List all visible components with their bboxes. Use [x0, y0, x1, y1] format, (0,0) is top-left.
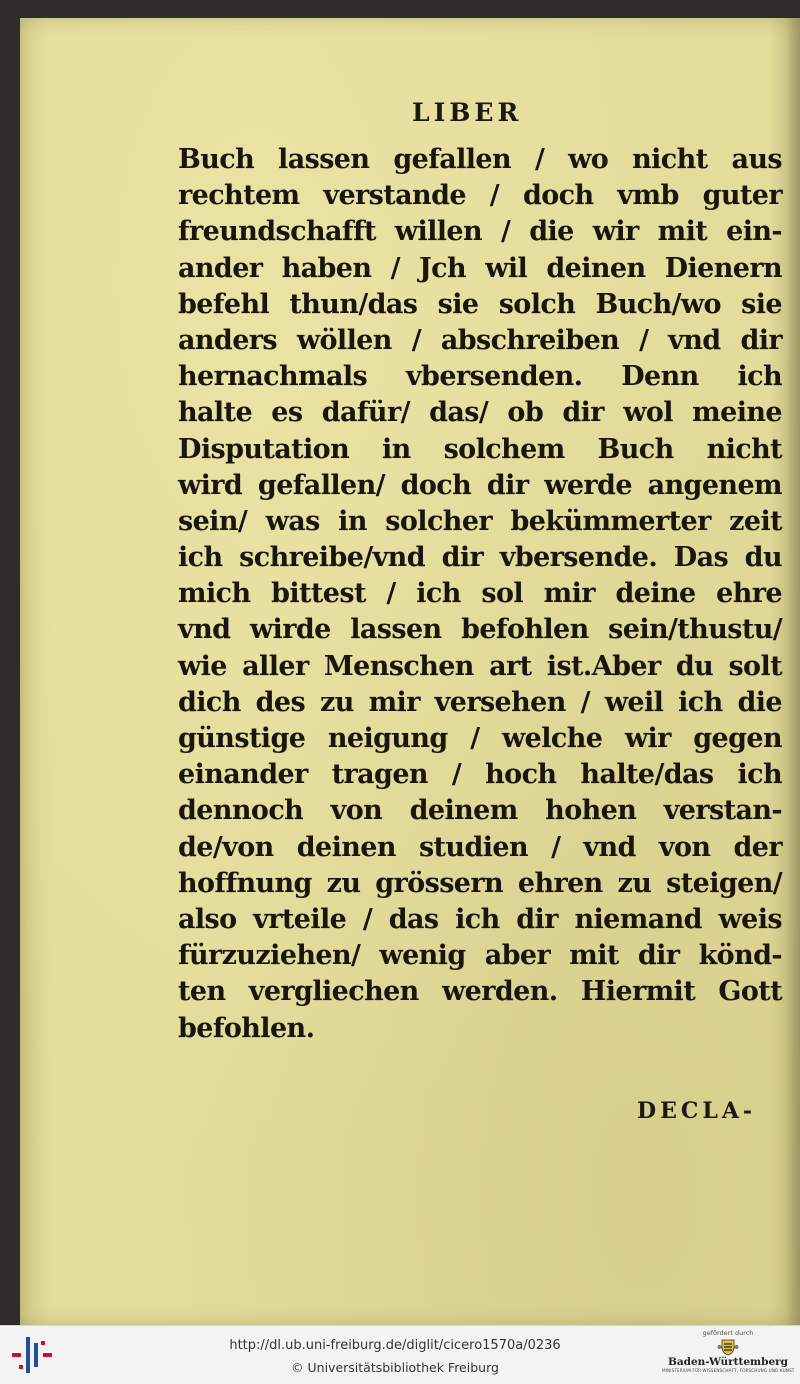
text-line: befehl thun/das sie solch Buch/wo sie — [178, 288, 782, 320]
text-line: de/von deinen studien / vnd von der — [178, 831, 782, 863]
text-line: Disputation in solchem Buch nicht — [178, 433, 782, 465]
funder-name: Baden-Württemberg — [667, 1356, 789, 1368]
text-line: dennoch von deinem hohen verstan- — [178, 795, 782, 827]
book-page — [20, 18, 800, 1325]
text-line: hernachmals vbersenden. Denn ich — [178, 361, 782, 393]
text-line: freundschafft willen / die wir mit ein- — [178, 216, 782, 248]
text-line: einander tragen / hoch halte/das ich — [178, 759, 782, 791]
text-line: mich bittest / ich sol mir deine ehre — [178, 578, 782, 610]
text-line: wie aller Menschen art ist.Aber du solt — [178, 650, 782, 682]
text-line: ten vergliechen werden. Hiermit Gott — [178, 976, 782, 1008]
page-edge-shadow — [786, 18, 800, 1325]
text-line: günstige neigung / welche wir gegen — [178, 723, 782, 754]
text-line: Buch lassen gefallen / wo nicht aus — [178, 144, 782, 175]
text-line: befohlen. — [178, 1012, 315, 1044]
text-line: wird gefallen/ doch dir werde angenem — [178, 469, 782, 501]
permalink-url[interactable]: http://dl.ub.uni-freiburg.de/diglit/cicero1570a/0236 — [229, 1338, 561, 1353]
catchword: DECLA- — [637, 1098, 757, 1124]
text-line: ander haben / Jch wil deinen Dienern — [178, 252, 782, 284]
copyright-notice: © Universitätsbibliothek Freiburg — [291, 1360, 499, 1375]
text-line: fürzuziehen/ wenig aber mit dir könd- — [178, 940, 782, 972]
coat-of-arms-icon — [717, 1338, 739, 1356]
text-line: ich schreibe/vnd dir vbersende. Das du — [178, 542, 782, 574]
text-line: sein/ was in solcher bekümmerter zeit — [178, 505, 782, 537]
funder-label: gefördert durch — [702, 1329, 754, 1337]
funder-ministry: MINISTERIUM FÜR WISSENSCHAFT, FORSCHUNG UND KUNST — [662, 1368, 795, 1373]
text-line: hoffnung zu grössern ehren zu steigen/ — [178, 867, 782, 899]
running-head: LIBER — [412, 98, 523, 127]
text-line: anders wöllen / abschreiben / vnd dir — [178, 324, 782, 356]
text-line: also vrteile / das ich dir niemand weis — [178, 903, 782, 935]
text-line: halte es dafür/ das/ ob dir wol meine — [178, 397, 782, 429]
text-line: vnd wirde lassen befohlen sein/thustu/ — [178, 614, 782, 646]
page-text — [178, 142, 782, 1047]
funder-badge — [662, 1329, 794, 1381]
viewer-footer — [0, 1325, 800, 1384]
text-line: rechtem verstande / doch vmb guter — [178, 180, 782, 212]
ub-freiburg-logo-icon — [10, 1335, 54, 1375]
text-line: dich des zu mir versehen / weil ich die — [178, 686, 782, 718]
